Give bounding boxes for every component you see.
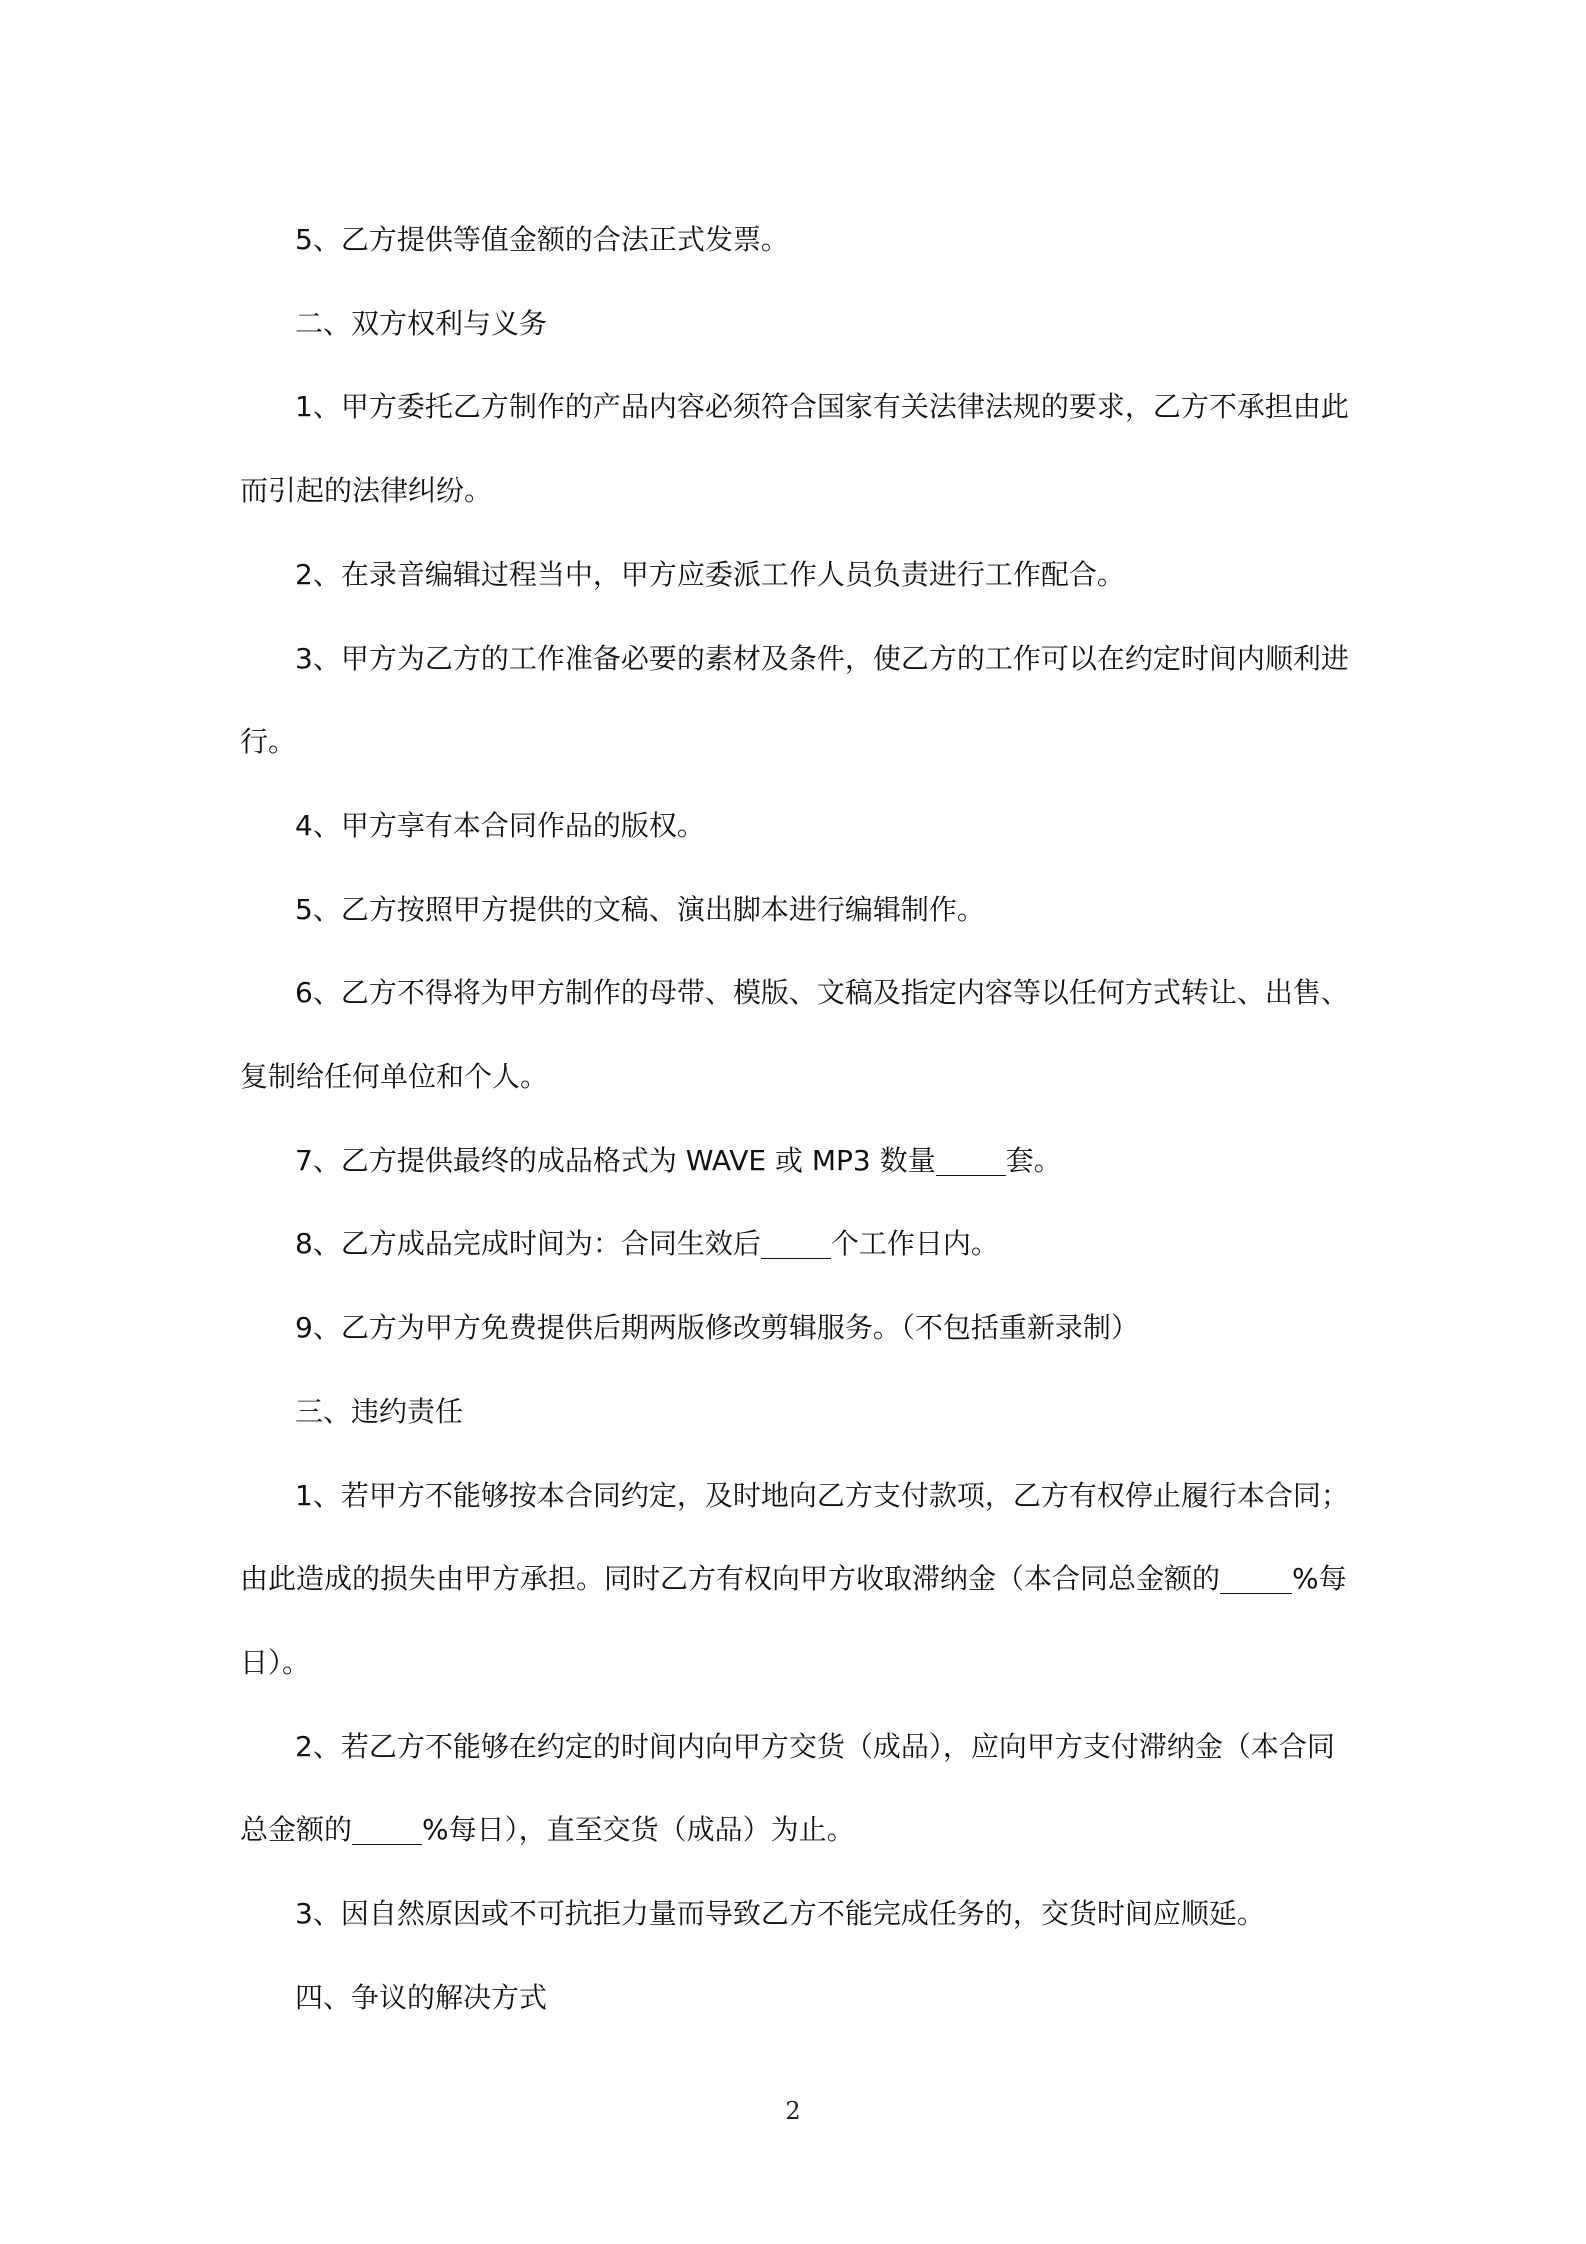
section-heading-breach-liability: 三、违约责任 xyxy=(295,1394,464,1428)
breach-item-3: 3、因自然原因或不可抗拒力量而导致乙方不能完成任务的，交货时间应顺延。 xyxy=(295,1897,1265,1931)
paragraph-item-8-before: 8、乙方成品完成时间为：合同生效后 xyxy=(295,1227,761,1261)
section-heading-dispute-resolution: 四、争议的解决方式 xyxy=(295,1980,548,2014)
paragraph-item-8 xyxy=(240,1202,1360,1286)
paragraph-item-2: 2、在录音编辑过程当中，甲方应委派工作人员负责进行工作配合。 xyxy=(295,557,1125,591)
quantity-blank-line xyxy=(936,1147,1006,1176)
paragraph-item-1-line-2: 而引起的法律纠纷。 xyxy=(240,474,493,508)
breach-item-1-line-2-before: 由此造成的损失由甲方承担。同时乙方有权向甲方收取滞纳金（本合同总金额的 xyxy=(240,1562,1221,1596)
breach-item-2-line-2-before: 总金额的 xyxy=(240,1813,353,1847)
paragraph-item-5-editing: 5、乙方按照甲方提供的文稿、演出脚本进行编辑制作。 xyxy=(295,892,985,926)
paragraph-item-9: 9、乙方为甲方免费提供后期两版修改剪辑服务。（不包括重新录制） xyxy=(295,1311,1139,1345)
breach-item-1-line-3: 日）。 xyxy=(240,1645,311,1679)
paragraph-item-8-after: 个工作日内。 xyxy=(830,1227,999,1261)
breach-item-2-line-1: 2、若乙方不能够在约定的时间内向甲方交货（成品），应向甲方支付滞纳金（本合同 xyxy=(295,1729,1335,1763)
paragraph-item-4: 4、甲方享有本合同作品的版权。 xyxy=(295,808,705,842)
late-fee-percent-blank-line xyxy=(1220,1565,1292,1594)
paragraph-item-5-invoice: 5、乙方提供等值金额的合法正式发票。 xyxy=(295,223,789,256)
paragraph-item-7-before: 7、乙方提供最终的成品格式为 WAVE 或 MP3 数量 xyxy=(295,1143,936,1177)
document-body xyxy=(240,198,1360,2039)
paragraph-item-7-after: 套。 xyxy=(1005,1143,1062,1177)
section-heading-rights-obligations: 二、双方权利与义务 xyxy=(295,306,548,340)
paragraph-item-3-line-1: 3、甲方为乙方的工作准备必要的素材及条件，使乙方的工作可以在约定时间内顺利进 xyxy=(295,641,1349,675)
breach-item-1-line-2-after: %每 xyxy=(1292,1562,1347,1596)
breach-item-2-line-2 xyxy=(240,1788,1360,1872)
delivery-late-fee-blank-line xyxy=(352,1816,422,1845)
paragraph-item-6-line-2: 复制给任何单位和个人。 xyxy=(240,1060,549,1094)
workdays-blank-line xyxy=(761,1230,831,1259)
breach-item-2-line-2-after: %每日），直至交货（成品）为止。 xyxy=(422,1813,855,1847)
paragraph-item-7 xyxy=(240,1119,1360,1203)
paragraph-item-6-line-1: 6、乙方不得将为甲方制作的母带、模版、文稿及指定内容等以任何方式转让、出售、 xyxy=(295,976,1349,1010)
breach-item-1-line-2 xyxy=(240,1537,1360,1621)
paragraph-item-3-line-2: 行。 xyxy=(240,725,297,759)
page-number: 2 xyxy=(785,2097,801,2125)
paragraph-item-1-line-1: 1、甲方委托乙方制作的产品内容必须符合国家有关法律法规的要求，乙方不承担由此 xyxy=(295,390,1349,424)
breach-item-1-line-1: 1、若甲方不能够按本合同约定，及时地向乙方支付款项，乙方有权停止履行本合同； xyxy=(295,1478,1349,1512)
